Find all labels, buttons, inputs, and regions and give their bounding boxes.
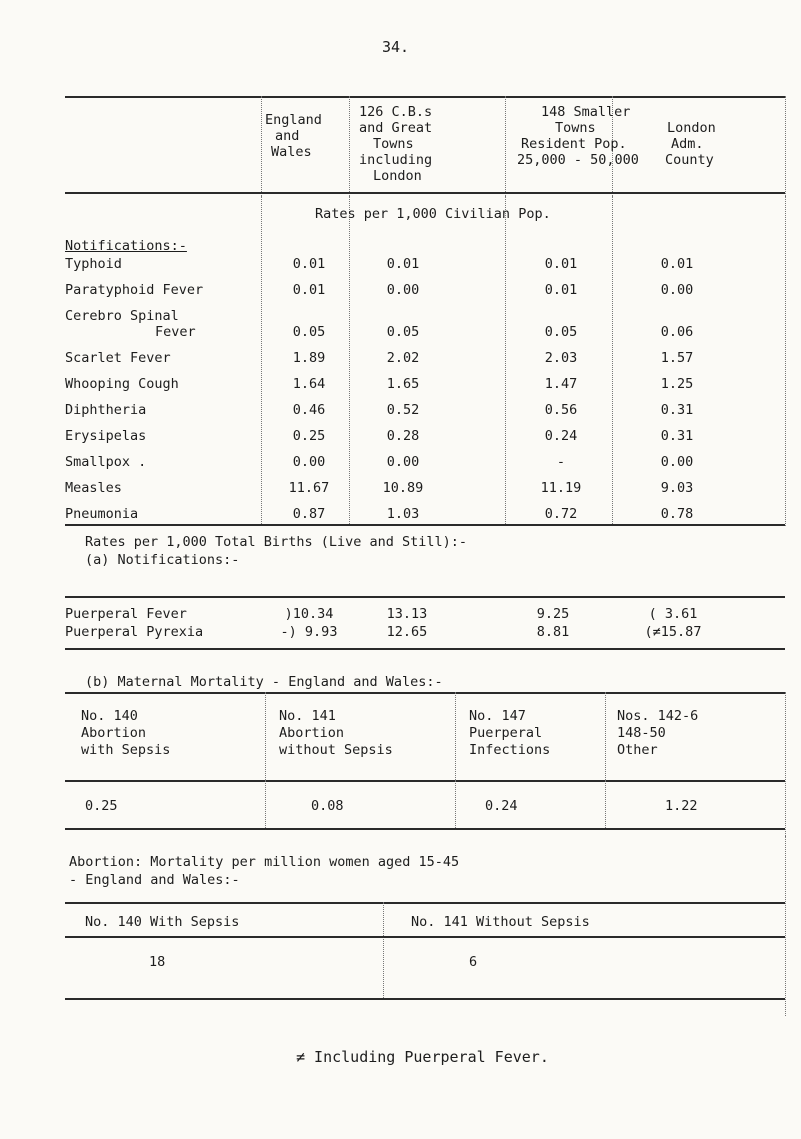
row-value: 2.03: [544, 350, 578, 366]
table-value: 1.22: [665, 798, 698, 814]
column-header: Infections: [469, 742, 551, 758]
row-value: 1.89: [292, 350, 326, 366]
row-value: 0.24: [544, 428, 578, 444]
column-header: Nos. 142-6: [617, 708, 699, 724]
header-line: Wales: [271, 144, 312, 160]
abortion-header-with-sepsis: No. 140 With Sepsis: [85, 914, 240, 930]
header-line: including: [359, 152, 433, 168]
row-value: 1.65: [386, 376, 420, 392]
row-value: 0.00: [660, 454, 694, 470]
table-value: 0.08: [311, 798, 344, 814]
column-header: Other: [617, 742, 658, 758]
row-label: Erysipelas: [65, 428, 147, 444]
row-value: 1.57: [660, 350, 694, 366]
header-line: Towns: [555, 120, 596, 136]
divider: [265, 692, 266, 780]
row-label: Pneumonia: [65, 506, 139, 522]
row-value: 0.00: [292, 454, 326, 470]
row-value: 1.47: [544, 376, 578, 392]
header-line: County: [665, 152, 714, 168]
row-label: Puerperal Fever: [65, 606, 187, 622]
abortion-header-without-sepsis: No. 141 Without Sepsis: [411, 914, 590, 930]
abortion-value-with-sepsis: 18: [149, 954, 166, 970]
footnote: ≠ Including Puerperal Fever.: [296, 1048, 549, 1066]
row-label: Fever: [155, 324, 196, 340]
row-label: Cerebro Spinal: [65, 308, 179, 324]
row-value: (≠15.87: [644, 624, 702, 640]
row-label: Diphtheria: [65, 402, 147, 418]
row-value: 0.87: [292, 506, 326, 522]
row-value: 0.01: [660, 256, 694, 272]
row-label: Paratyphoid Fever: [65, 282, 204, 298]
rates-caption: Rates per 1,000 Civilian Pop.: [315, 206, 551, 222]
divider: [261, 96, 262, 196]
column-header: with Sepsis: [81, 742, 171, 758]
row-value: 1.03: [386, 506, 420, 522]
row-value: 0.06: [660, 324, 694, 340]
row-value: -) 9.93: [280, 624, 338, 640]
row-value: 0.25: [292, 428, 326, 444]
row-value: -: [556, 454, 566, 470]
row-value: 0.72: [544, 506, 578, 522]
row-label: Measles: [65, 480, 122, 496]
divider: [455, 692, 456, 780]
row-value: 0.52: [386, 402, 420, 418]
column-header: without Sepsis: [279, 742, 393, 758]
header-bottom-rule: [65, 192, 785, 194]
table-value: 0.25: [85, 798, 118, 814]
divider: [261, 196, 262, 526]
column-header: No. 140: [81, 708, 138, 724]
row-value: 0.00: [386, 454, 420, 470]
row-value: 0.05: [544, 324, 578, 340]
notifications-subcaption: (a) Notifications:-: [85, 552, 240, 568]
row-value: 0.31: [660, 402, 694, 418]
row-value: 2.02: [386, 350, 420, 366]
table-value: 0.24: [485, 798, 518, 814]
row-value: 13.13: [386, 606, 428, 622]
births-block: [65, 534, 785, 714]
column-header: 148-50: [617, 725, 666, 741]
header-line: Resident Pop.: [521, 136, 627, 152]
abortion-value-without-sepsis: 6: [469, 954, 478, 970]
notifications-bottom-rule: [65, 524, 785, 526]
divider: [785, 196, 786, 526]
column-header: Abortion: [279, 725, 345, 741]
row-label: Typhoid: [65, 256, 122, 272]
row-value: ( 3.61: [648, 606, 698, 622]
births-caption: Rates per 1,000 Total Births (Live and Still):-: [85, 534, 468, 550]
divider: [785, 96, 786, 196]
header-line: England: [265, 112, 322, 128]
row-value: 11.19: [540, 480, 582, 496]
header-london: [641, 120, 716, 168]
row-value: 0.05: [292, 324, 326, 340]
abortion-bottom-rule: [65, 998, 785, 1000]
header-126-cbs: [359, 104, 432, 184]
row-value: 0.01: [544, 282, 578, 298]
puerperal-top-rule: [65, 596, 785, 598]
maternal-bottom-rule: [65, 828, 785, 830]
column-header-block: [65, 96, 785, 196]
row-value: 0.28: [386, 428, 420, 444]
row-value: 0.00: [660, 282, 694, 298]
row-value: 0.78: [660, 506, 694, 522]
row-value: 0.01: [386, 256, 420, 272]
header-148-smaller: [517, 104, 639, 168]
abortion-top-rule: [65, 902, 785, 904]
row-value: 0.31: [660, 428, 694, 444]
maternal-top-rule: [65, 692, 785, 694]
abortion-caption: Abortion: Mortality per million women aged 15-45: [69, 854, 460, 870]
header-line: and: [275, 128, 300, 144]
row-value: 0.01: [544, 256, 578, 272]
row-value: 8.81: [536, 624, 570, 640]
maternal-caption: (b) Maternal Mortality - England and Wales:-: [85, 674, 443, 690]
abortion-subcaption: - England and Wales:-: [69, 872, 240, 888]
row-value: 0.01: [292, 256, 326, 272]
row-value: 0.46: [292, 402, 326, 418]
header-line: 25,000 - 50,000: [517, 152, 639, 168]
column-header: Abortion: [81, 725, 147, 741]
row-value: 10.89: [382, 480, 424, 496]
column-header: No. 147: [469, 708, 526, 724]
row-value: 9.03: [660, 480, 694, 496]
header-line: London: [667, 120, 716, 136]
header-england-wales: [265, 112, 322, 160]
row-value: 1.64: [292, 376, 326, 392]
divider: [785, 836, 786, 1016]
column-header: No. 141: [279, 708, 336, 724]
divider: [605, 692, 606, 780]
page-number: 34.: [382, 38, 410, 56]
row-value: 0.00: [386, 282, 420, 298]
row-label: Scarlet Fever: [65, 350, 171, 366]
row-value: 9.25: [536, 606, 570, 622]
row-value: 0.56: [544, 402, 578, 418]
row-value: 0.01: [292, 282, 326, 298]
header-line: 148 Smaller: [541, 104, 631, 120]
divider: [349, 196, 350, 526]
header-line: Towns: [373, 136, 414, 152]
maternal-mid-rule: [65, 780, 785, 782]
header-line: 126 C.B.s: [359, 104, 433, 120]
row-value: 12.65: [386, 624, 428, 640]
header-line: Adm.: [671, 136, 704, 152]
divider: [612, 196, 613, 526]
top-rule: [65, 96, 785, 98]
abortion-block: [65, 836, 785, 1016]
row-label: Whooping Cough: [65, 376, 179, 392]
row-label: Smallpox .: [65, 454, 147, 470]
divider: [455, 780, 456, 828]
column-header: Puerperal: [469, 725, 543, 741]
divider: [505, 96, 506, 196]
abortion-mid-rule: [65, 936, 785, 938]
notifications-block: [65, 196, 785, 526]
puerperal-bottom-rule: [65, 648, 785, 650]
divider: [265, 780, 266, 828]
divider: [605, 780, 606, 828]
row-value: 0.05: [386, 324, 420, 340]
row-value: )10.34: [284, 606, 334, 622]
header-line: and Great: [359, 120, 433, 136]
divider: [383, 902, 384, 998]
divider: [349, 96, 350, 196]
maternal-table: [65, 692, 785, 842]
header-line: London: [373, 168, 422, 184]
divider: [505, 196, 506, 526]
row-label: Puerperal Pyrexia: [65, 624, 204, 640]
divider: [785, 692, 786, 842]
row-value: 11.67: [288, 480, 330, 496]
row-value: 1.25: [660, 376, 694, 392]
notifications-heading: Notifications:-: [65, 238, 187, 254]
